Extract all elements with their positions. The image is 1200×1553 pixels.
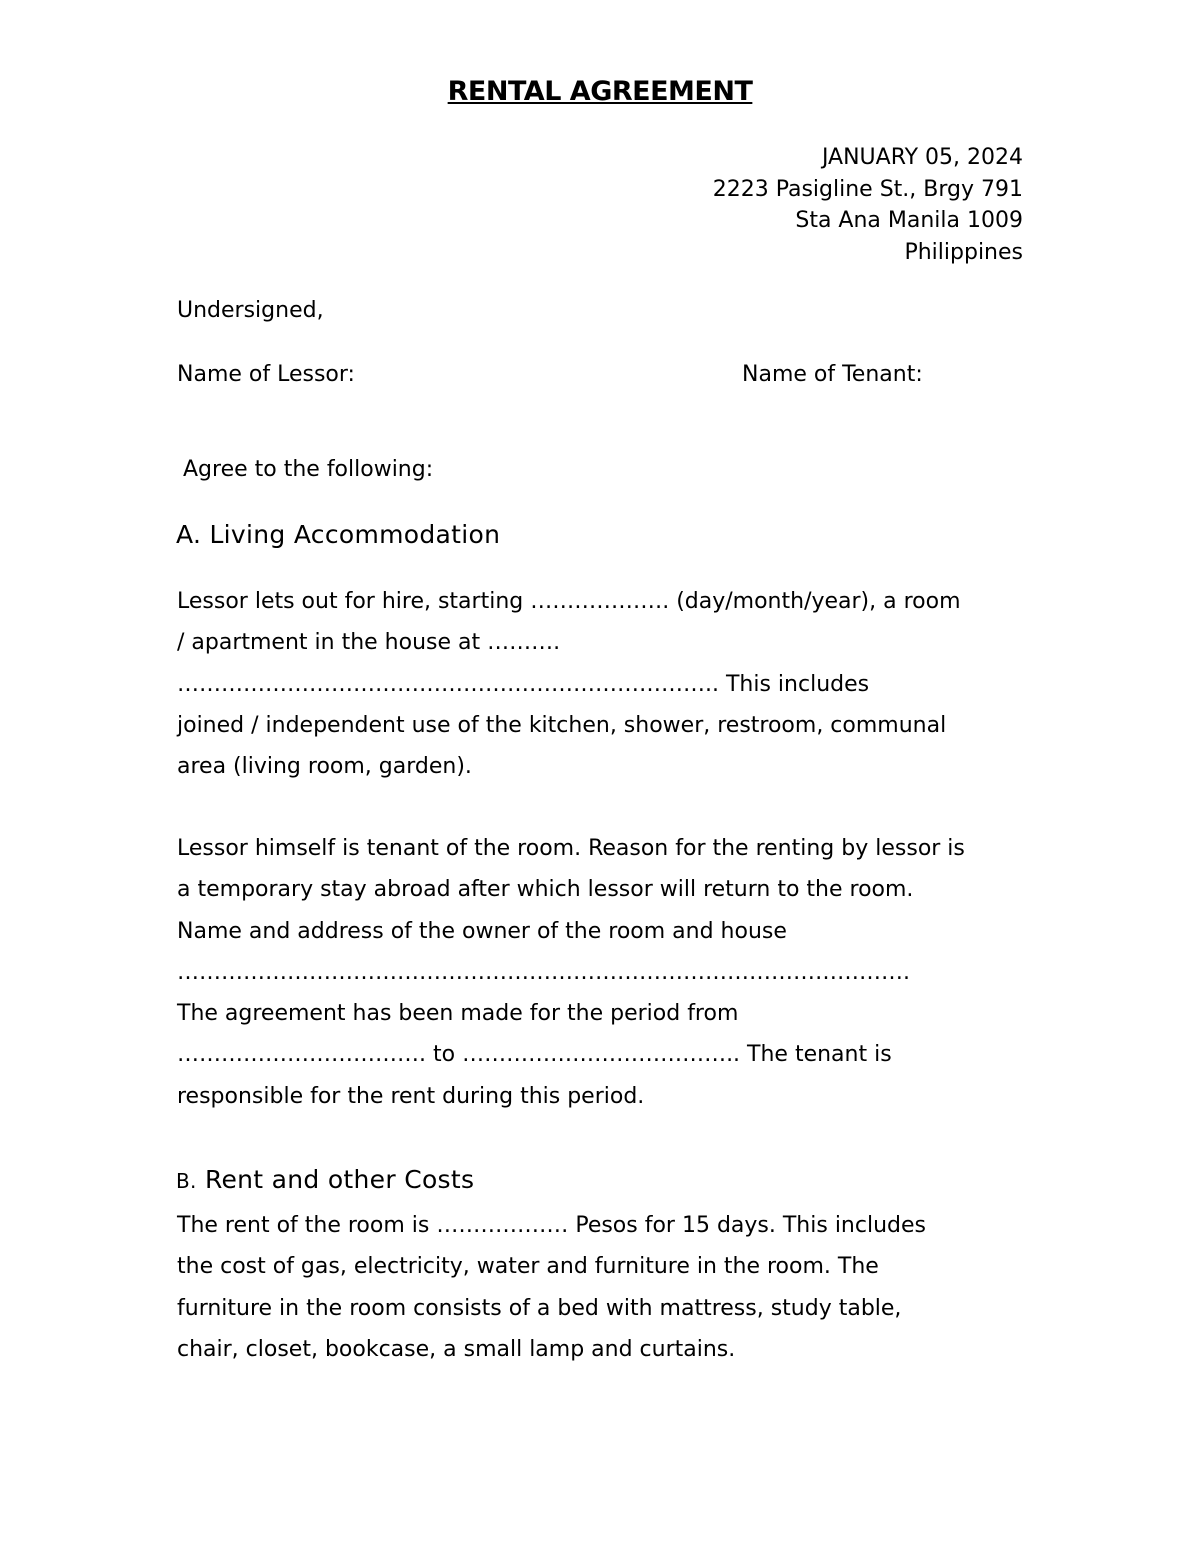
paragraph-line: area (living room, garden).	[177, 754, 472, 780]
address-block	[713, 142, 1023, 268]
agree-text: Agree to the following:	[183, 457, 434, 482]
salutation: Undersigned,	[177, 298, 324, 323]
address-street: 2223 Pasigline St., Brgy 791	[712, 176, 1023, 202]
section-b-heading	[176, 1165, 474, 1194]
paragraph-line: chair, closet, bookcase, a small lamp and curtains.	[177, 1336, 736, 1362]
section-a-paragraph-1	[177, 581, 1037, 787]
section-b-letter: B.	[176, 1169, 197, 1193]
paragraph-line: The agreement has been made for the period from	[177, 1001, 739, 1027]
paragraph-line: ……………………………………………………………….. This includes	[177, 671, 870, 697]
address-city: Sta Ana Manila 1009	[795, 208, 1023, 233]
paragraph-line: responsible for the rent during this period.	[177, 1083, 645, 1109]
tenant-label: Name of Tenant:	[742, 362, 923, 387]
section-b-paragraph	[177, 1205, 1037, 1370]
lessor-label: Name of Lessor:	[177, 362, 355, 387]
section-a-paragraph-2	[177, 828, 1037, 1117]
section-b-title: Rent and other Costs	[204, 1165, 475, 1194]
paragraph-line: Lessor himself is tenant of the room. Reason for the renting by lessor is	[177, 836, 965, 861]
paragraph-line: ……………………………………………………………………………………….	[177, 959, 910, 985]
section-a-heading: A. Living Accommodation	[176, 520, 501, 549]
paragraph-line: Lessor lets out for hire, starting ………………. (day/month/year), a room	[177, 589, 961, 614]
paragraph-line: / apartment in the house at ……….	[177, 630, 561, 656]
paragraph-line: ……………………………. to ……………………………….. The tenant is	[177, 1042, 892, 1068]
paragraph-line: furniture in the room consists of a bed with mattress, study table,	[177, 1295, 902, 1321]
paragraph-line: a temporary stay abroad after which lessor will return to the room.	[177, 877, 914, 903]
document-title: RENTAL AGREEMENT	[447, 76, 753, 107]
date-line: JANUARY 05, 2024	[821, 145, 1023, 170]
paragraph-line: the cost of gas, electricity, water and furniture in the room. The	[177, 1254, 879, 1280]
address-country: Philippines	[904, 239, 1023, 265]
paragraph-line: Name and address of the owner of the room and house	[177, 918, 787, 944]
paragraph-line: joined / independent use of the kitchen, shower, restroom, communal	[177, 712, 947, 738]
paragraph-line: The rent of the room is ……………… Pesos for 15 days. This includes	[177, 1213, 926, 1238]
